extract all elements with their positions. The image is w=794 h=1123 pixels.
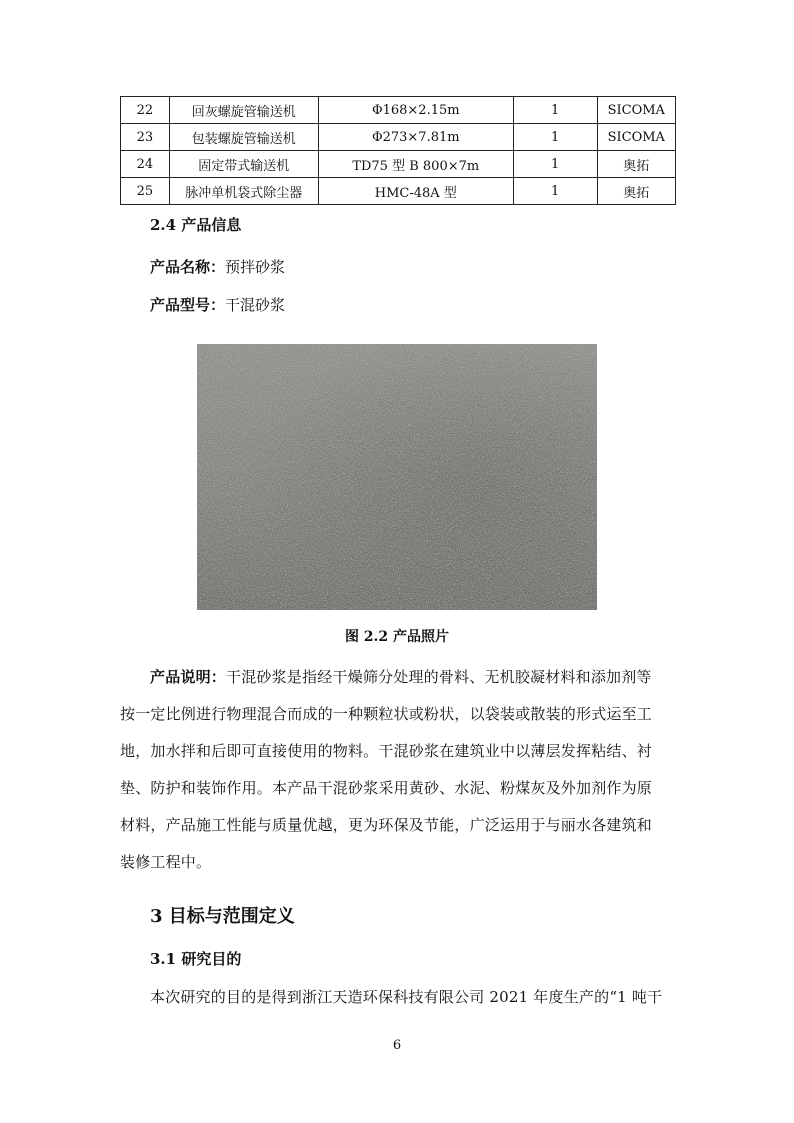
equipment-name: 固定带式输送机 [169,151,318,178]
product-name-value: 预拌砂浆 [225,258,286,276]
equipment-brand: SICOMA [597,124,675,151]
section-heading-3: 3 目标与范围定义 [150,906,295,927]
figure-caption: 图 2.2 产品照片 [344,629,450,645]
page-number: 6 [392,1038,402,1053]
description-line-4: 垫、防护和装饰作用。本产品干混砂浆采用黄砂、水泥、粉煤灰及外加剂作为原 [120,779,653,797]
row-number: 23 [121,124,170,151]
equipment-spec: Φ273×7.81m [318,124,513,151]
equipment-spec: HMC-48A 型 [318,178,513,205]
description-line-5: 材料，产品施工性能与质量优越，更为环保及节能，广泛运用于与丽水各建筑和 [120,816,653,834]
product-model-label: 产品型号： [150,296,226,314]
description-text-1: 干混砂浆是指经干燥筛分处理的骨料、无机胶凝材料和添加剂等 [226,668,652,686]
equipment-name: 脉冲单机袋式除尘器 [169,178,318,205]
equipment-spec: Φ168×2.15m [318,97,513,124]
description-line-6: 装修工程中。 [120,853,212,871]
row-number: 22 [121,97,170,124]
section-heading-2-4: 2.4 产品信息 [150,216,242,234]
product-photo [197,344,597,610]
section-heading-3-1: 3.1 研究目的 [150,950,242,968]
table-row [121,124,676,151]
equipment-brand: 奥拓 [597,151,675,178]
equipment-table [120,96,676,205]
equipment-brand: SICOMA [597,97,675,124]
description-label: 产品说明： [150,668,227,686]
product-model-value: 干混砂浆 [225,296,286,314]
research-purpose-line: 本次研究的目的是得到浙江天造环保科技有限公司 2021 年度生产的“1 吨干 [150,988,663,1006]
description-line-3: 地，加水拌和后即可直接使用的物料。干混砂浆在建筑业中以薄层发挥粘结、衬 [120,742,653,760]
description-line-1 [150,666,676,687]
description-line-2: 按一定比例进行物理混合而成的一种颗粒状或粉状，以袋装或散装的形式运至工 [120,705,653,723]
product-model-line [150,294,285,315]
product-name-line [150,256,285,277]
equipment-qty: 1 [513,97,597,124]
equipment-spec: TD75 型 B 800×7m [318,151,513,178]
row-number: 25 [121,178,170,205]
equipment-qty: 1 [513,124,597,151]
equipment-qty: 1 [513,178,597,205]
mortar-powder-image [197,344,597,610]
equipment-name: 回灰螺旋管输送机 [169,97,318,124]
product-name-label: 产品名称： [150,258,226,276]
equipment-name: 包装螺旋管输送机 [169,124,318,151]
equipment-qty: 1 [513,151,597,178]
row-number: 24 [121,151,170,178]
table-row [121,97,676,124]
table-row [121,151,676,178]
equipment-brand: 奥拓 [597,178,675,205]
table-row [121,178,676,205]
